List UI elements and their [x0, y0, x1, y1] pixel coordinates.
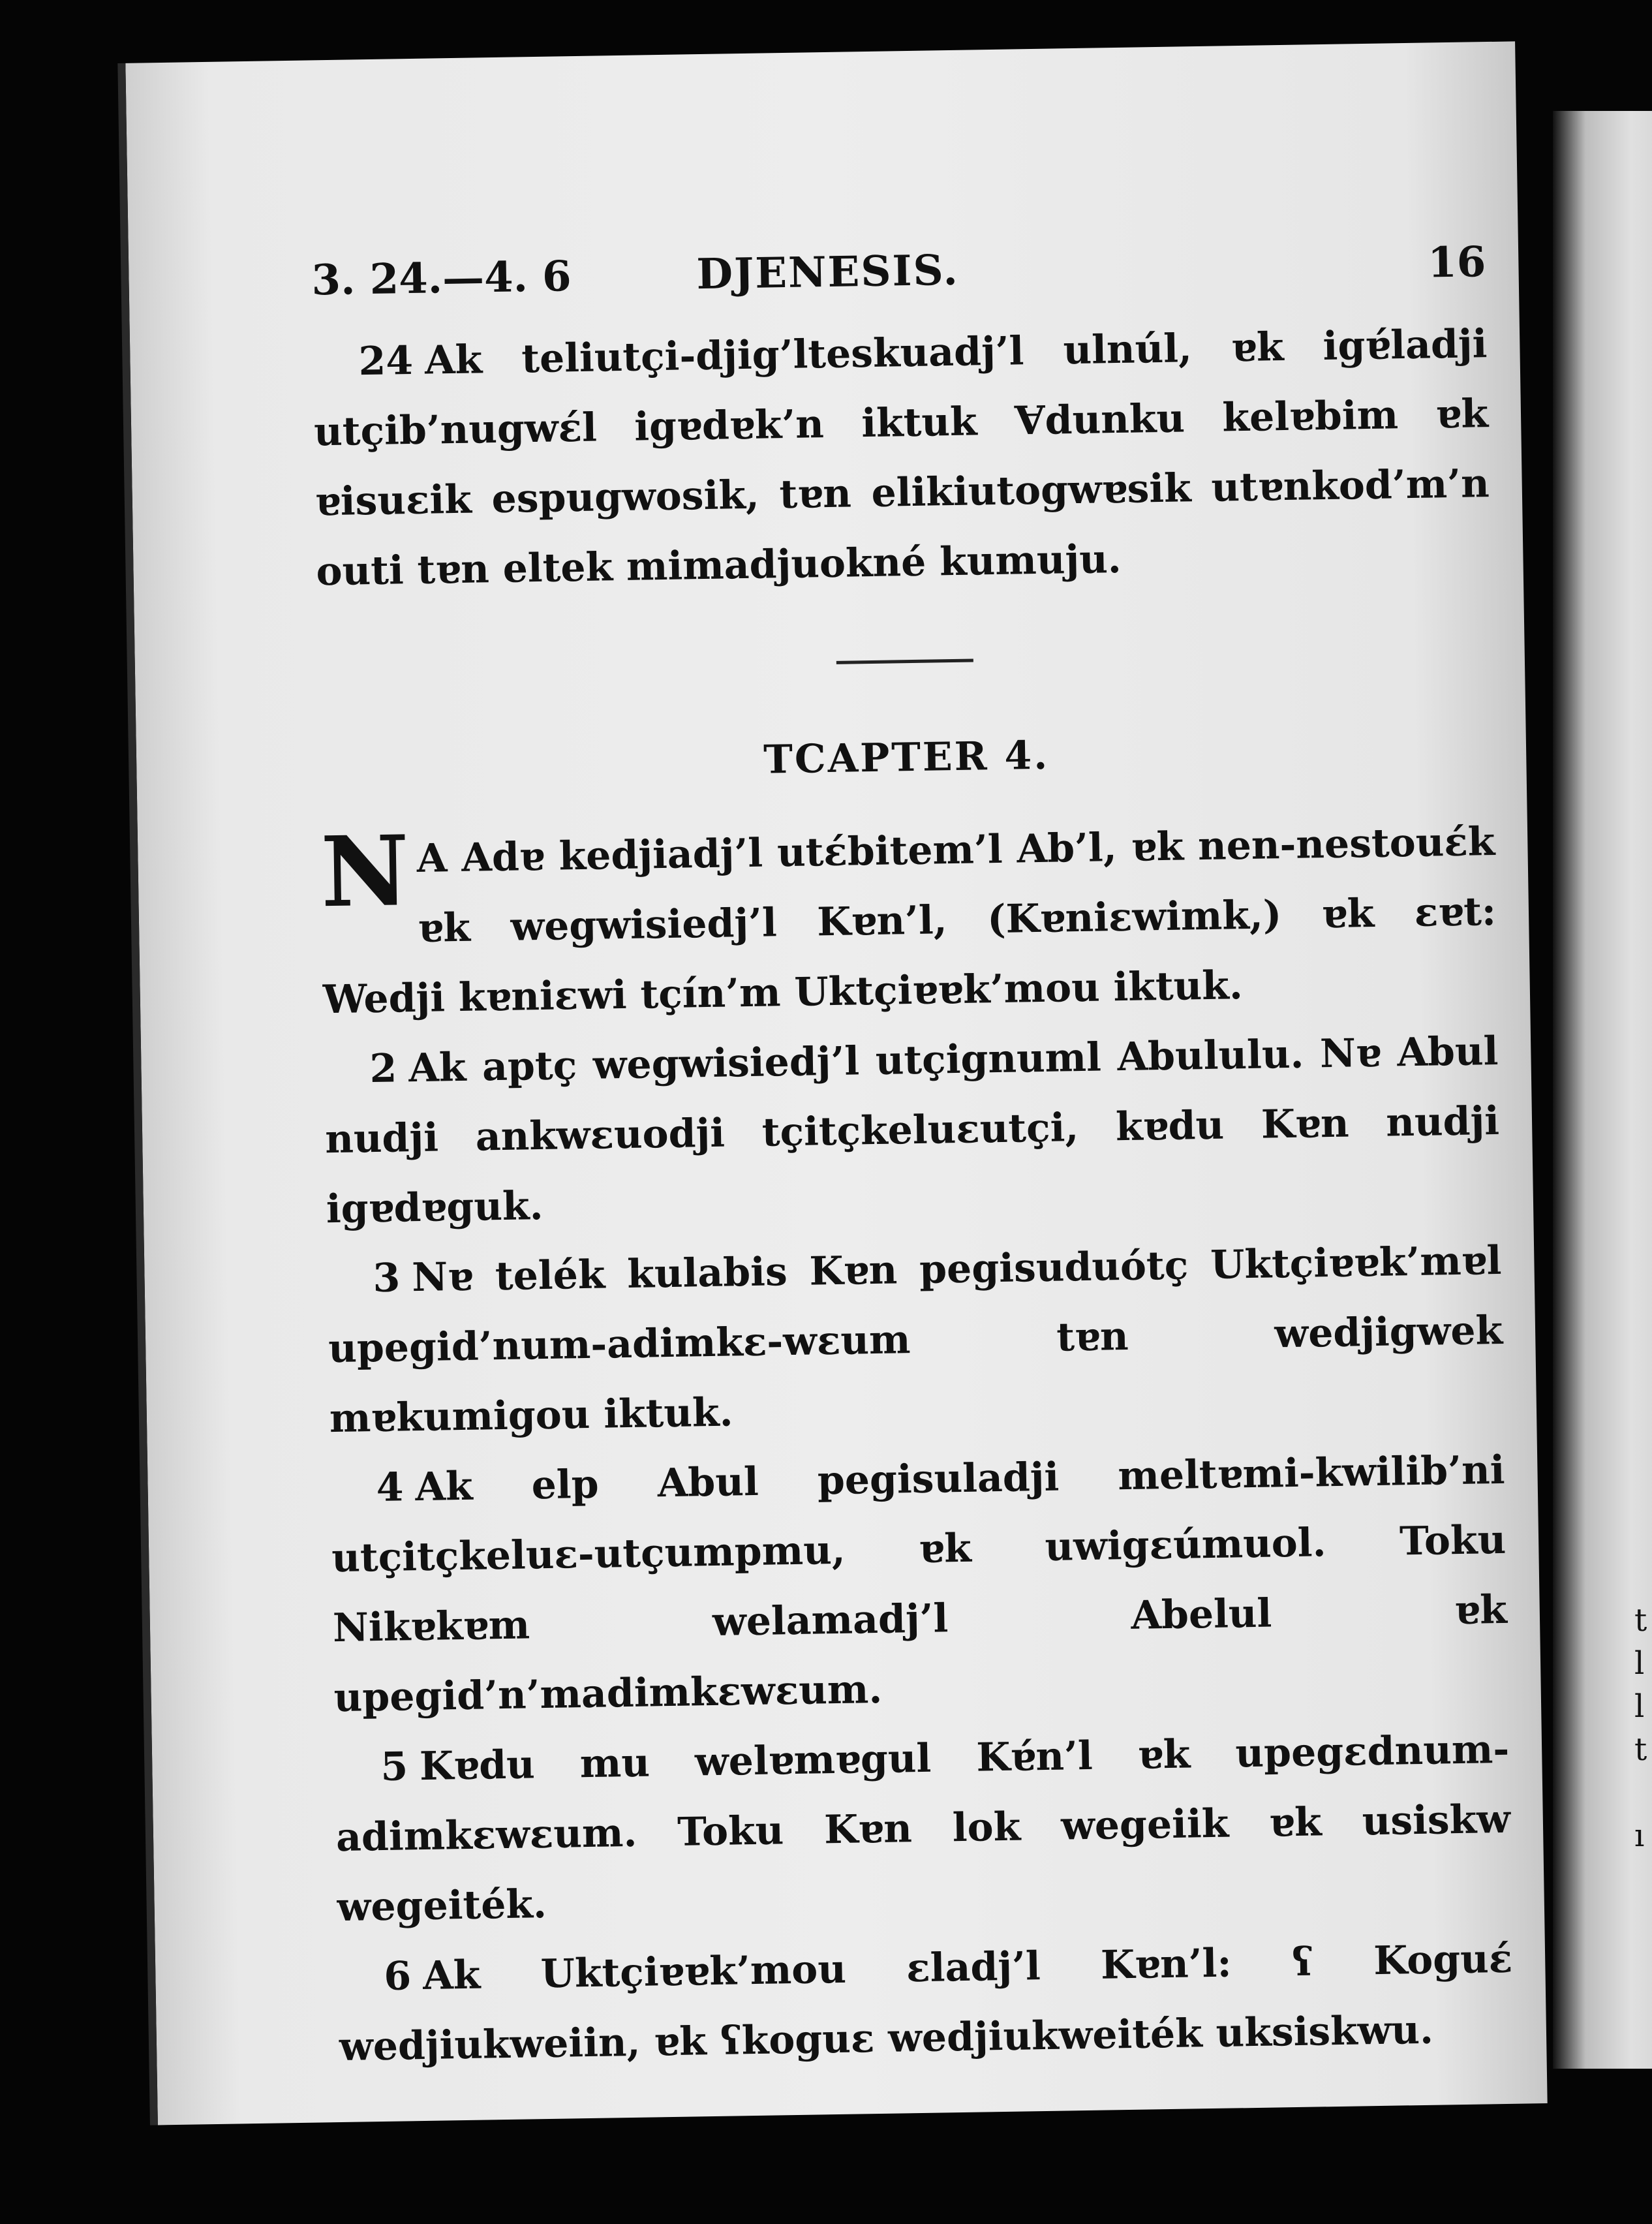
chapter-heading: TCAPTER 4.	[763, 732, 1050, 783]
verse-number: 24	[358, 337, 414, 385]
section-divider	[836, 659, 973, 664]
verse-2	[324, 1017, 1501, 1244]
verse-text: Nɐ telék kulabis Kɐn pegisuduótç Uktçiɐɐk’mɐl upegid’num-adimkɛ-wɛum tɐn wedjigwek mɐkumigou iktuk.	[328, 1237, 1503, 1442]
verse-3	[327, 1226, 1505, 1454]
verse-number: 5	[380, 1744, 408, 1791]
book-page	[117, 41, 1547, 2125]
verse-1	[320, 807, 1498, 1035]
verse-4	[330, 1436, 1509, 1733]
verse-text: Ak aptç wegwisiedj’l utçignuml Abululu. Nɐ Abul nudji ankwɛuodji tçitçkeluɛutçi, kɐdu Kɐn nudji igɐdɐguk.	[324, 1028, 1500, 1233]
page-number: 16	[1427, 238, 1486, 288]
verse-5	[335, 1715, 1512, 1943]
verse-6	[338, 1924, 1514, 2082]
verse-text: A Adɐ kedjiadj’l utɛ́bitem’l Ab’l, ɐk nen-nestouɛ́k ɐk wegwisiedj’l Kɐn’l, (Kɐniɛwimk,) ɐk ɛɐt: Wedji kɐniɛwi tçín’m Uktçiɐɐk’mou iktuk.	[322, 819, 1497, 1023]
facing-page-marks: t l l t ı	[1634, 1602, 1647, 1854]
verse-number: 3	[373, 1255, 401, 1302]
verse-number: 4	[376, 1464, 404, 1511]
verse-text: Ak teliutçi-djig’lteskuadj’l ulnúl, ɐk igɐ́ladji utçib’nugwɛ́l igɐdɐk’n iktuk Ɐdunku kelɐbim ɐk ɐisuɛik espugwosik, tɐn elikiutogwɐsik utɐnkod’m’n outi tɐn eltek mimadjuokné kumuju.	[313, 321, 1490, 595]
chapter-verse-range: 3. 24.—4. 6	[311, 252, 572, 305]
verse-text: Ak Uktçiɐɐk’mou ɛladj’l Kɐn’l: ʕ Koguɛ́ wedjiukweiin, ɐk ʕkoguɛ wedjiukweiték uksiskwu.	[339, 1936, 1513, 2071]
book-title: DJENESIS.	[696, 245, 960, 300]
verse-text: Ak elp Abul pegisuladji meltɐmi-kwilib’ni utçitçkeluɛ-utçumpmu, ɐk uwigɛúmuol. Toku Nikɐkɐm welamadj’l Abelul ɐk upegid’n’madimkɛwɛum.	[331, 1447, 1508, 1722]
page-text	[311, 238, 1514, 2082]
drop-cap: N	[320, 814, 410, 929]
verse-number: 2	[369, 1045, 397, 1092]
verse-24	[313, 309, 1491, 607]
verse-text: Kɐdu mu welɐmɐgul Kɐ́n’l ɐk upegɛdnum-adimkɛwɛum. Toku Kɐn lok wegeiik ɐk usiskw wegeiték.	[335, 1726, 1511, 1931]
verse-number: 6	[383, 1953, 412, 2000]
